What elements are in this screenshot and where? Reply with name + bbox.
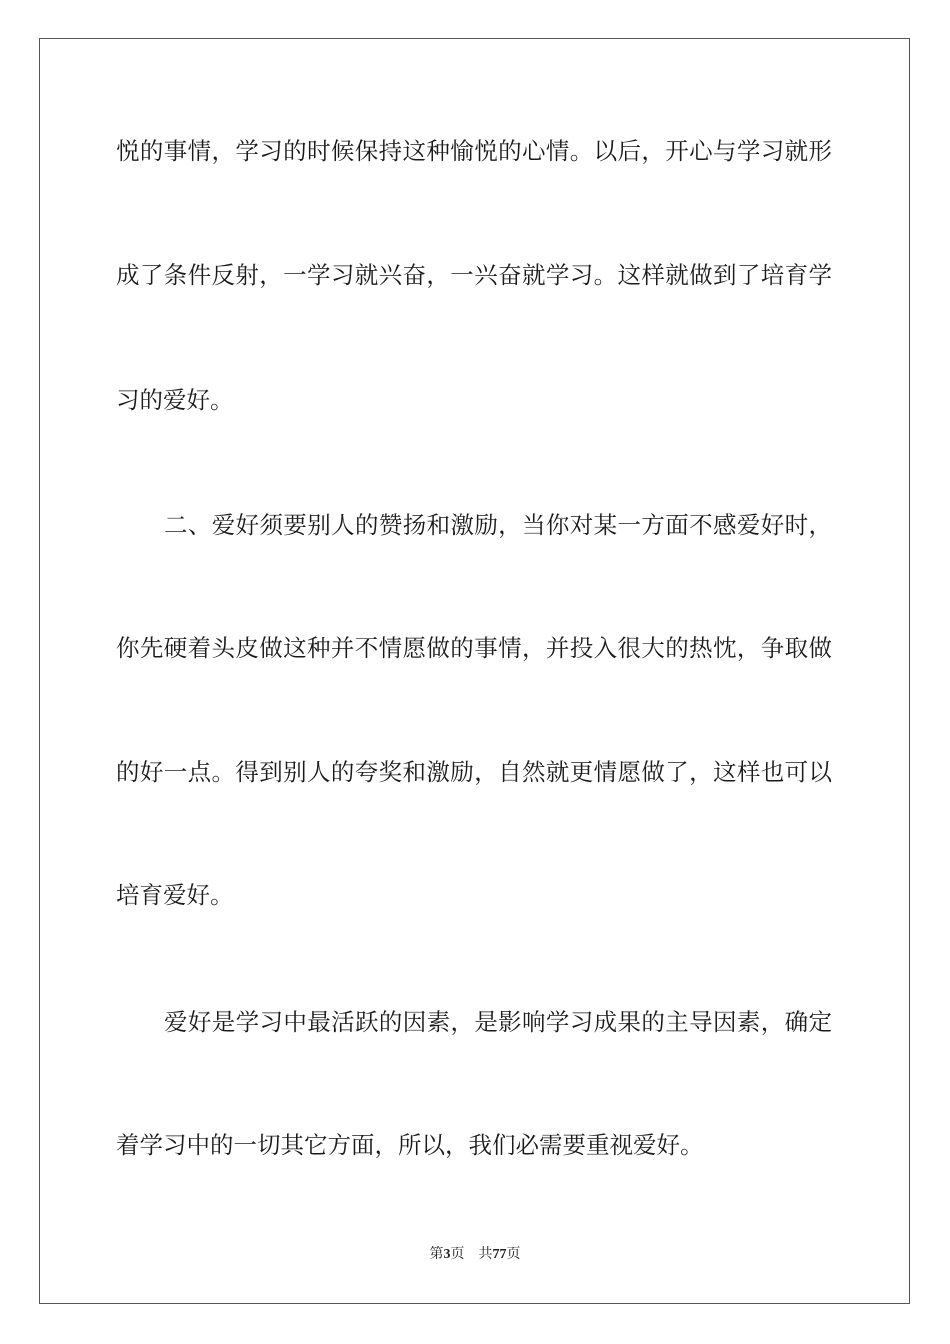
footer-page-suffix: 页 <box>450 1247 465 1262</box>
body-line-1: 悦的事情，学习的时候保持这种愉悦的心情。以后，开心与学习就形 <box>116 137 832 165</box>
body-line-7: 培育爱好。 <box>116 881 234 909</box>
page-footer <box>0 1245 950 1265</box>
body-line-9: 着学习中的一切其它方面，所以，我们必需要重视爱好。 <box>116 1131 704 1159</box>
footer-total-prefix: 共 <box>478 1247 493 1262</box>
body-line-5: 你先硬着头皮做这种并不情愿做的事情，并投入很大的热忱，争取做 <box>116 634 832 662</box>
body-line-4: 二、爱好须要别人的赞扬和激励，当你对某一方面不感爱好时， <box>164 511 832 539</box>
body-line-2: 成了条件反射，一学习就兴奋，一兴奋就学习。这样就做到了培育学 <box>116 261 832 289</box>
body-line-6: 的好一点。得到别人的夸奖和激励，自然就更情愿做了，这样也可以 <box>116 758 832 786</box>
footer-page-number: 3 <box>443 1247 451 1262</box>
footer-page-prefix: 第 <box>429 1247 444 1262</box>
footer-total-pages: 77 <box>492 1247 507 1262</box>
body-line-3: 习的爱好。 <box>116 386 234 414</box>
footer-total-suffix: 页 <box>506 1247 521 1262</box>
page-frame <box>39 38 910 1304</box>
body-line-8: 爱好是学习中最活跃的因素，是影响学习成果的主导因素，确定 <box>164 1008 832 1036</box>
